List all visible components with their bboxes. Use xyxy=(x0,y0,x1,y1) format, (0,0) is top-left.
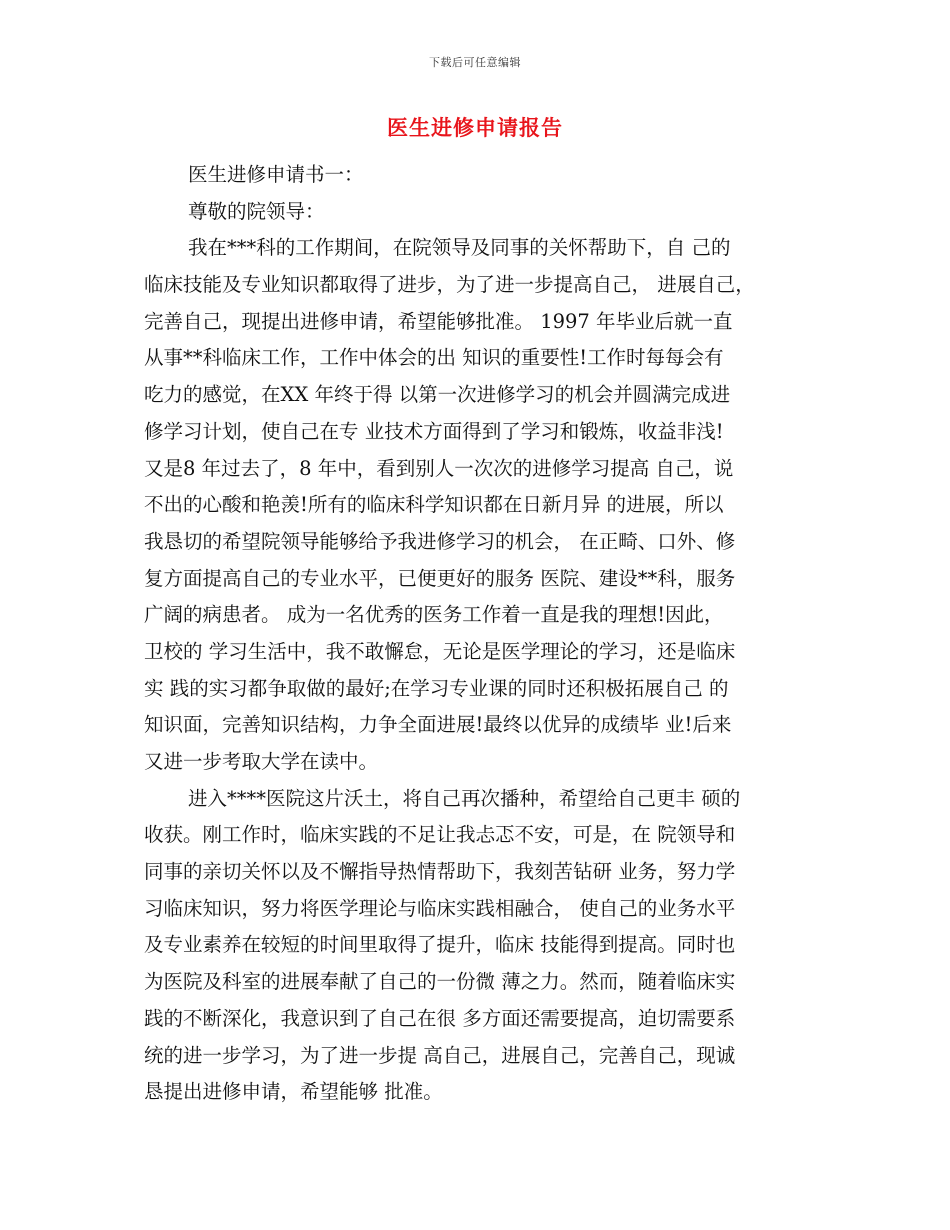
body-line: 践的不断深化，我意识到了自己在很 多方面还需要提高，迫切需要系 xyxy=(144,1006,736,1030)
body-line: 不出的心酸和艳羡!所有的临床科学知识都在日新月异 的进展，所以 xyxy=(144,493,724,517)
body-line: 为医院及科室的进展奉献了自己的一份微 薄之力。然而，随着临床实 xyxy=(144,970,736,994)
body-line: 实 践的实习都争取做的最好;在学习专业课的同时还积极拓展自己 的 xyxy=(144,676,729,700)
body-line: 吃力的感觉，在XX 年终于得 以第一次进修学习的机会并圆满完成进 xyxy=(144,383,731,407)
body-line: 同事的亲切关怀以及不懈指导热情帮助下，我刻苦钻研 业务，努力学 xyxy=(144,860,736,884)
body-line: 收获。刚工作时，临床实践的不足让我忐忑不安，可是，在 院领导和 xyxy=(144,823,736,847)
header-note: 下载后可任意编辑 xyxy=(429,56,521,69)
body-line: 恳提出进修申请，希望能够 批准。 xyxy=(144,1080,443,1104)
body-line: 又进一步考取大学在读中。 xyxy=(144,750,379,773)
body-line: 又是8 年过去了，8 年中，看到别人一次次的进修学习提高 自己，说 xyxy=(144,456,734,480)
body-line: 习临床知识，努力将医学理论与临床实践相融合， 使自己的业务水平 xyxy=(144,896,736,920)
body-line: 从事**科临床工作，工作中体会的出 知识的重要性!工作时每每会有 xyxy=(144,346,724,370)
body-line: 修学习计划，使自己在专 业技术方面得到了学习和锻炼，收益非浅! xyxy=(144,419,724,443)
body-line: 完善自己，现提出进修申请，希望能够批准。 1997 年毕业后就一直 xyxy=(144,309,733,333)
body-line: 广阔的病患者。 成为一名优秀的医务工作着一直是我的理想!因此， xyxy=(144,603,724,627)
body-line: 复方面提高自己的专业水平，已便更好的服务 医院、建设**科，服务 xyxy=(144,566,736,590)
document-title: 医生进修申请报告 xyxy=(387,115,563,140)
body-line: 及专业素养在较短的时间里取得了提升，临床 技能得到提高。同时也 xyxy=(144,933,736,957)
body-line: 我恳切的希望院领导能够给予我进修学习的机会， 在正畸、口外、修 xyxy=(144,529,736,553)
body-line: 尊敬的院领导： xyxy=(188,199,325,223)
document-body xyxy=(144,157,816,1111)
body-line: 知识面，完善知识结构，力争全面进展!最终以优异的成绩毕 业!后来 xyxy=(144,713,732,737)
body-line: 进入****医院这片沃土，将自己再次播种，希望给自己更丰 硕的 xyxy=(188,786,741,810)
body-line: 医生进修申请书一： xyxy=(188,163,364,186)
body-line: 临床技能及专业知识都取得了进步，为了进一步提高自己， 进展自己， xyxy=(144,273,755,297)
body-line: 统的进一步学习，为了进一步提 高自己，进展自己，完善自己，现诚 xyxy=(144,1043,736,1067)
body-line: 卫校的 学习生活中，我不敢懈怠，无论是医学理论的学习，还是临床 xyxy=(144,639,736,663)
body-line: 我在***科的工作期间，在院领导及同事的关怀帮助下，自 己的 xyxy=(188,236,731,260)
